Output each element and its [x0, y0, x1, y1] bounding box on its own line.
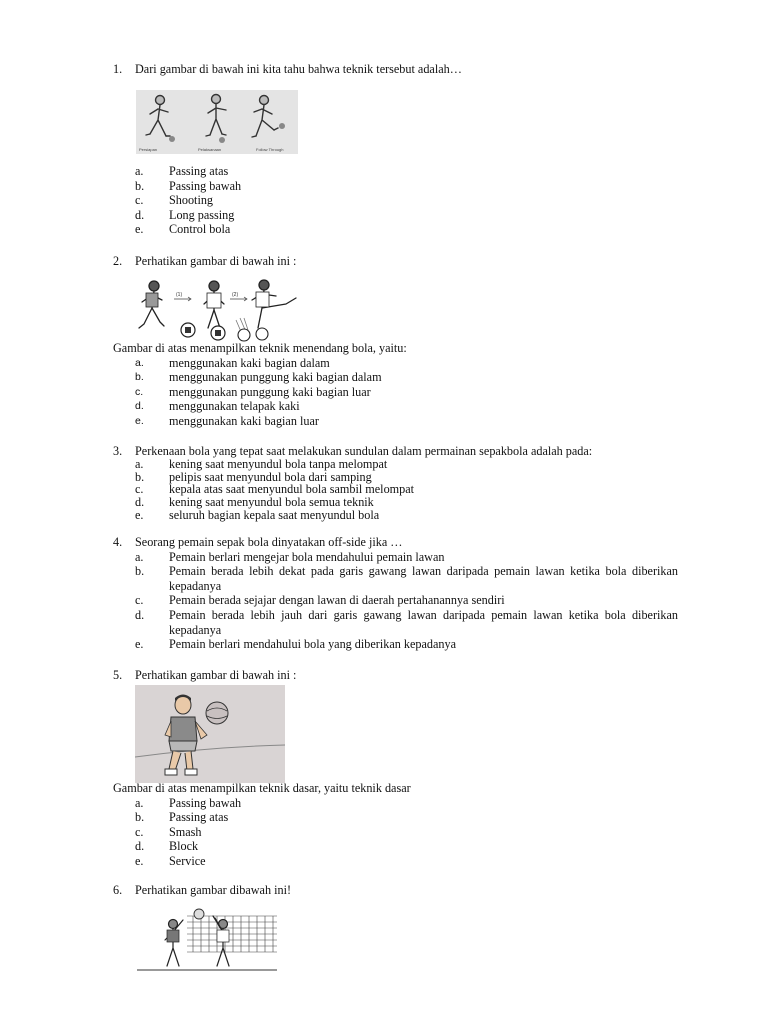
option-letter: d. [135, 495, 145, 510]
figure-caption: (1) [176, 292, 183, 298]
question-number: 4. [113, 535, 123, 549]
option-text: menggunakan punggung kaki bagian dalam [169, 370, 382, 385]
question-number: 5. [113, 668, 123, 682]
option-b[interactable] [135, 179, 678, 194]
option-text: Shooting [169, 193, 214, 208]
option-text: menggunakan punggung kaki bagian luar [169, 384, 371, 399]
option-letter: a. [135, 549, 144, 564]
question-subtext: Gambar di atas menampilkan teknik menendang bola, yaitu: [113, 341, 407, 355]
question-text: Perkenaan bola yang tepat saat melakukan sundulan dalam permainan sepakbola adalah pada: [135, 444, 593, 458]
question-text: Seorang pemain sepak bola dinyatakan off-side jika … [135, 535, 403, 549]
option-letter: a. [135, 795, 144, 810]
question-6 [113, 883, 678, 898]
option-text: pelipis saat menyundul bola dari samping [169, 469, 372, 484]
option-letter: e. [135, 222, 144, 237]
option-letter: a. [135, 456, 144, 471]
option-d[interactable] [135, 208, 678, 223]
option-letter: b. [135, 564, 145, 579]
option-a[interactable] [135, 164, 678, 179]
option-text: Pemain berada lebih dekat pada garis gawang lawan daripada pemain lawan ketika bola diberikan kepadanya [169, 564, 678, 593]
option-letter: c. [135, 824, 144, 839]
option-letter: b. [135, 810, 145, 825]
option-a[interactable] [135, 356, 678, 371]
question-4-stem [113, 535, 678, 550]
option-letter: d. [135, 207, 145, 222]
option-text: kepala atas saat menyundul bola sambil melompat [169, 482, 415, 497]
figure-caption: (2) [232, 292, 239, 298]
figure-caption: Persiapan [139, 147, 158, 152]
option-letter: e. [135, 507, 144, 522]
option-text: Passing bawah [169, 795, 242, 810]
option-text: kening saat menyundul bola tanpa melompat [169, 456, 388, 471]
question-5-body [113, 781, 678, 869]
option-text: menggunakan kaki bagian dalam [169, 355, 330, 370]
option-d[interactable] [135, 399, 678, 414]
option-e[interactable] [135, 509, 678, 522]
question-number: 3. [113, 444, 123, 458]
option-letter: d. [135, 607, 145, 622]
question-1-options [113, 164, 678, 237]
question-5 [113, 668, 678, 683]
option-text: Pemain berlari mendahului bola yang diberikan kepadanya [169, 637, 456, 652]
option-letter: b. [135, 469, 145, 484]
option-text: seluruh bagian kepala saat menyundul bola [169, 507, 380, 522]
question-2 [113, 254, 678, 269]
option-letter: b. [135, 371, 144, 384]
option-c[interactable] [135, 385, 678, 400]
option-a[interactable] [135, 796, 678, 811]
option-e[interactable] [135, 637, 678, 652]
option-text: kening saat menyundul bola semua teknik [169, 495, 374, 510]
option-letter: e. [135, 414, 144, 427]
option-text: Pemain berada lebih jauh dari garis gawang lawan daripada pemain lawan ketika bola diberikan kepadanya [169, 607, 678, 637]
option-letter: a. [135, 356, 144, 369]
option-d[interactable] [135, 839, 678, 854]
option-letter: c. [135, 593, 144, 608]
question-number: 6. [113, 883, 123, 897]
option-text: Passing atas [169, 810, 229, 825]
option-text: Long passing [169, 207, 235, 222]
option-text: Service [169, 853, 206, 868]
option-letter: c. [135, 193, 144, 208]
question-2-stem [113, 254, 678, 269]
question-4 [113, 535, 678, 652]
option-e[interactable] [135, 854, 678, 869]
option-letter: c. [135, 385, 144, 398]
question-number: 1. [113, 62, 123, 76]
instep-kick-figure [136, 278, 306, 342]
option-c[interactable] [135, 193, 678, 208]
option-letter: e. [135, 853, 144, 868]
option-text: Pemain berada sejajar dengan lawan di daerah pertahanannya sendiri [169, 593, 505, 608]
option-letter: e. [135, 637, 144, 652]
option-d[interactable] [135, 608, 678, 637]
option-letter: c. [135, 482, 144, 497]
question-1 [113, 62, 678, 77]
question-subtext: Gambar di atas menampilkan teknik dasar, yaitu teknik dasar [113, 781, 411, 795]
option-b[interactable] [135, 564, 678, 593]
question-text: Perhatikan gambar di bawah ini : [135, 254, 297, 268]
question-1-stem [113, 62, 678, 77]
option-text: menggunakan telapak kaki [169, 399, 300, 414]
option-a[interactable] [135, 550, 678, 565]
question-3 [113, 445, 678, 522]
kicking-sequence-figure [136, 90, 298, 154]
option-text: Smash [169, 824, 202, 839]
question-2-body [113, 341, 678, 429]
question-text: Perhatikan gambar di bawah ini : [135, 668, 297, 682]
option-letter: d. [135, 400, 144, 413]
figure-caption: Pelaksanaan [198, 147, 222, 152]
option-c[interactable] [135, 593, 678, 608]
volleyball-block-figure [137, 908, 277, 974]
option-text: Passing bawah [169, 178, 242, 193]
question-number: 2. [113, 254, 123, 268]
option-text: Pemain berlari mengejar bola mendahului pemain lawan [169, 549, 445, 564]
option-letter: b. [135, 178, 145, 193]
volleyball-passing-figure [135, 685, 285, 783]
option-letter: a. [135, 164, 144, 178]
option-text: menggunakan kaki bagian luar [169, 413, 319, 428]
option-text: Block [169, 839, 199, 854]
question-text: Perhatikan gambar dibawah ini! [135, 883, 292, 897]
option-c[interactable] [135, 825, 678, 840]
question-5-stem [113, 668, 678, 683]
question-6-stem [113, 883, 678, 898]
option-letter: d. [135, 839, 145, 854]
option-e[interactable] [135, 222, 678, 237]
option-b[interactable] [135, 810, 678, 825]
figure-caption: Follow Through [256, 147, 284, 152]
option-text: Passing atas [169, 164, 229, 178]
option-b[interactable] [135, 370, 678, 385]
option-e[interactable] [135, 414, 678, 429]
question-text: Dari gambar di bawah ini kita tahu bahwa teknik tersebut adalah… [135, 62, 462, 76]
option-text: Control bola [169, 222, 231, 237]
